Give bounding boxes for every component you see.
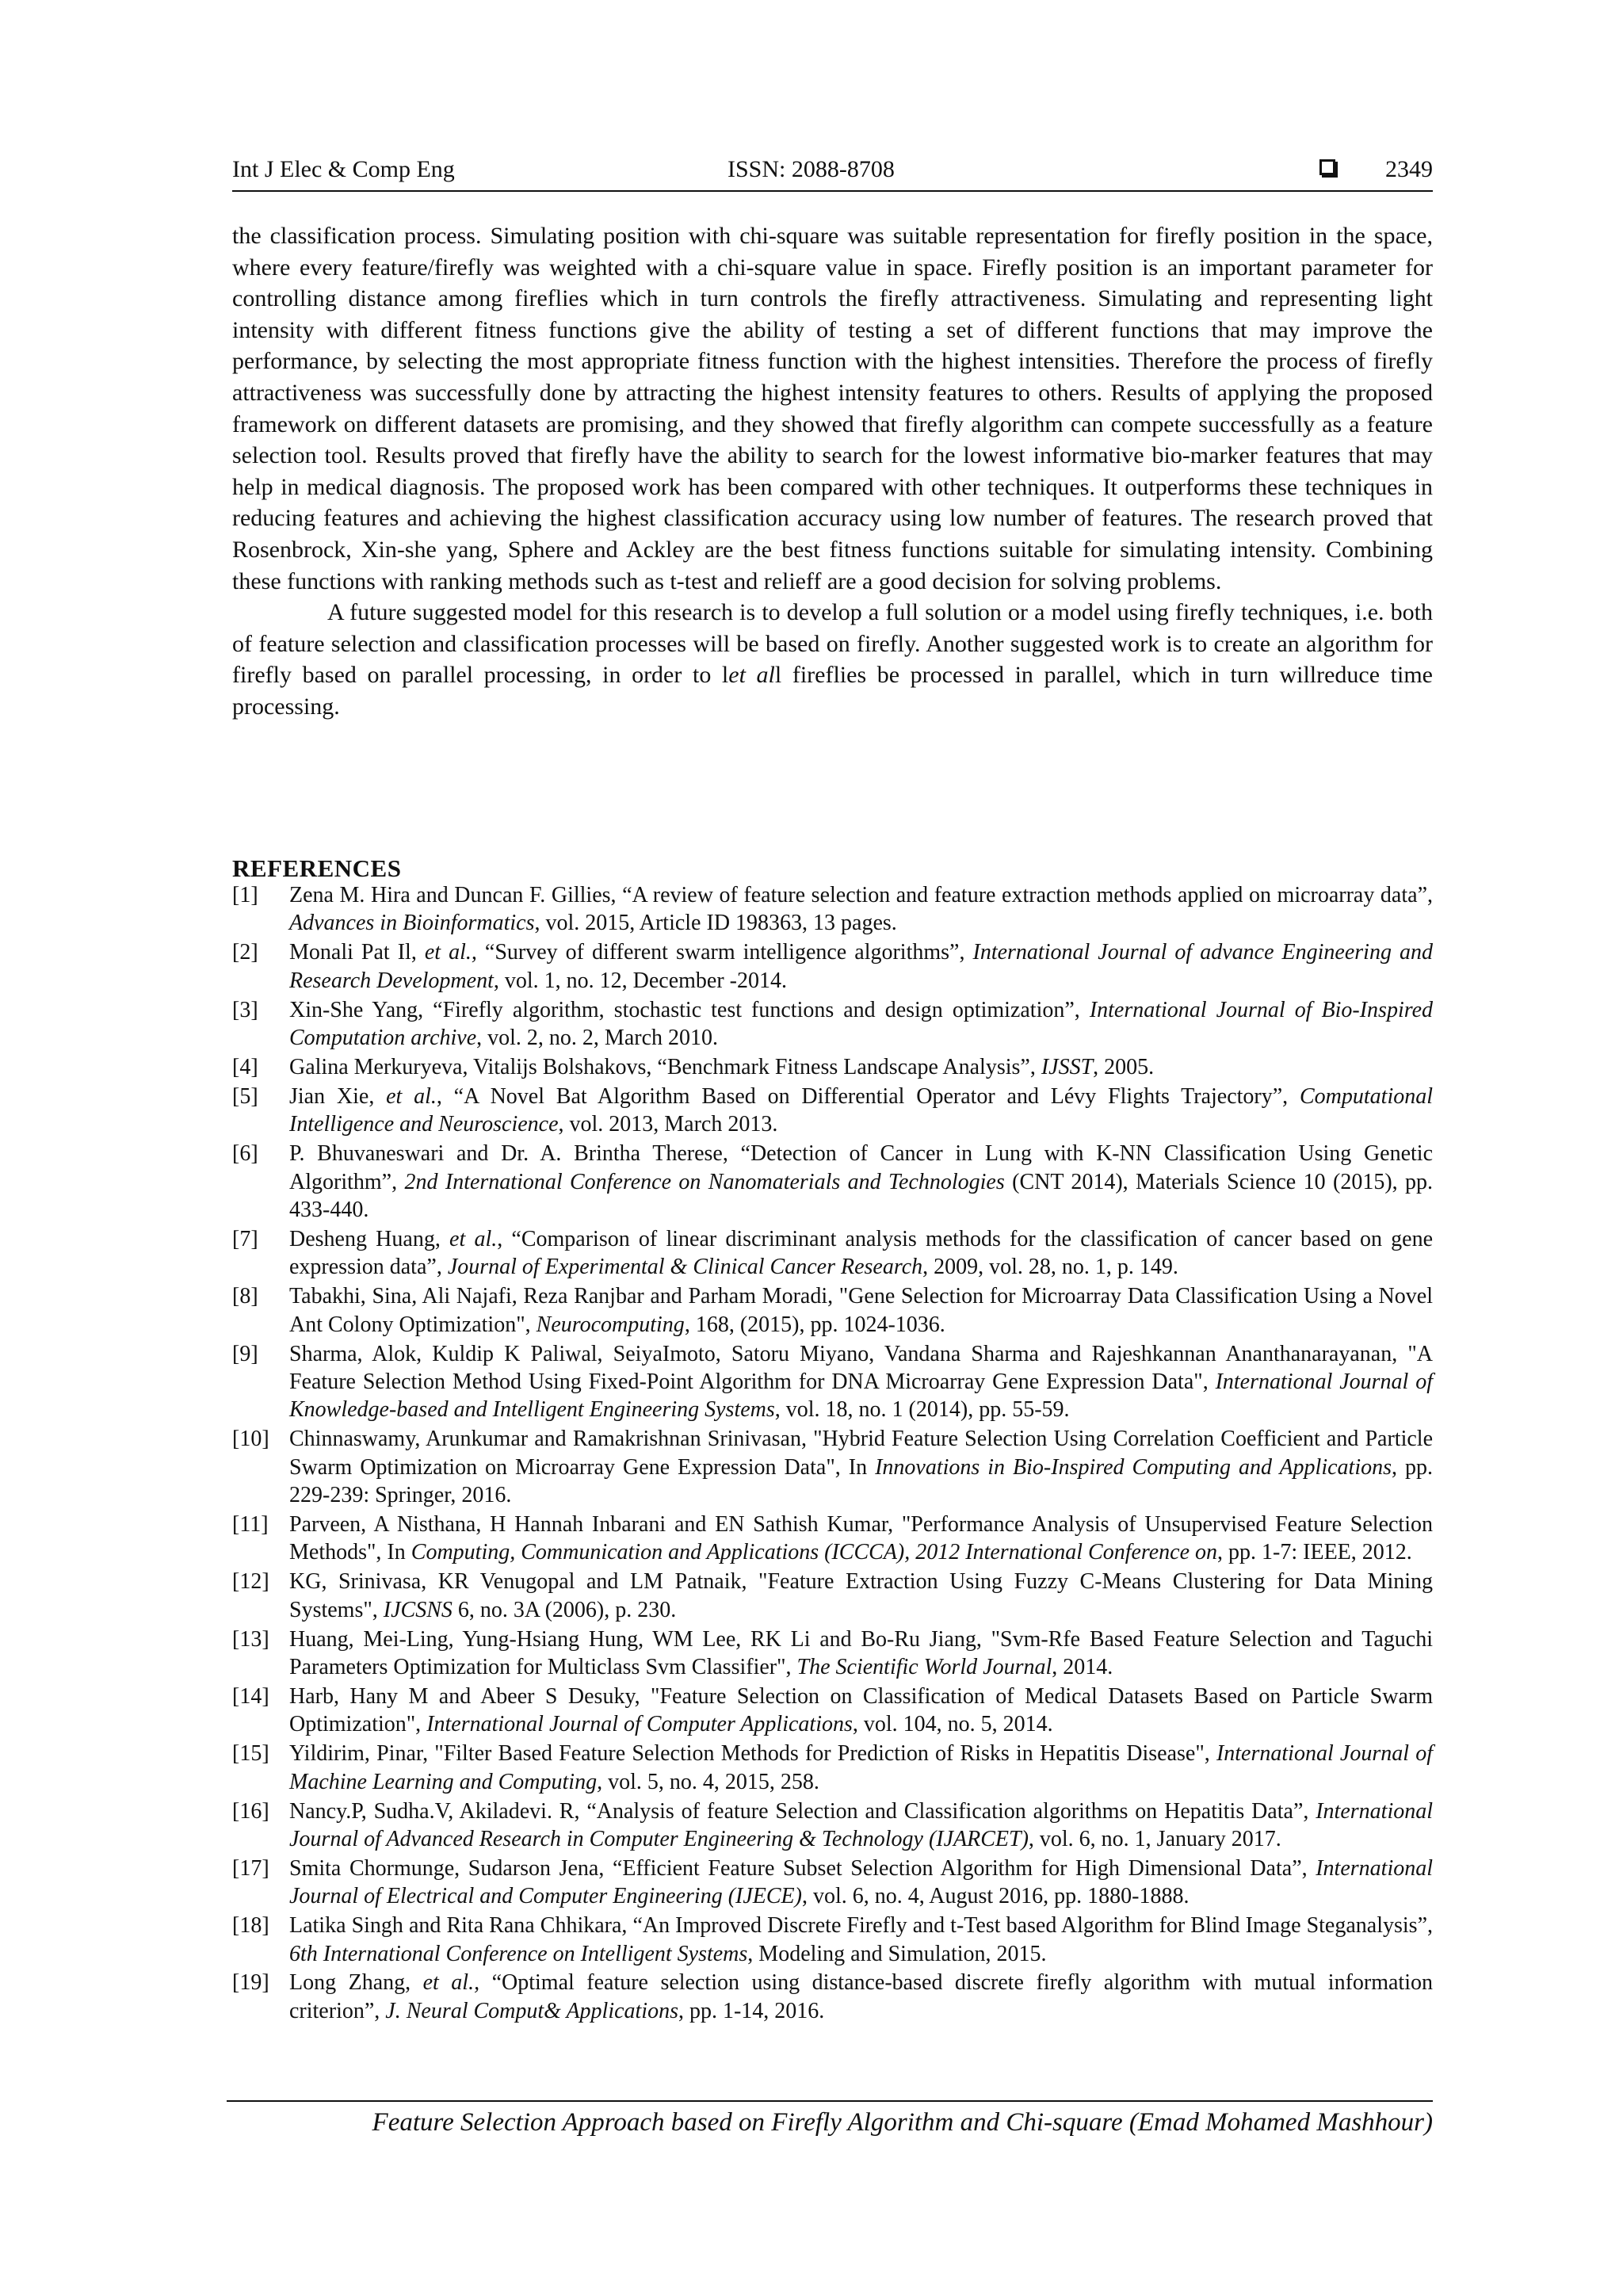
running-header: [232, 152, 1433, 187]
reference-text-b: , 2005.: [1093, 1054, 1155, 1079]
paragraph-2-text-a: A future suggested model for this research is to develop a full solution or a model using firefly techniques, i.e. both of feature selection and classification processes will be based on firefly. Another suggested work is to create an algorithm for firefly based on parallel processing, in order to l: [232, 599, 1433, 689]
reference-text-a: Long Zhang,: [289, 1970, 423, 1996]
reference-italic: IJCSNS: [383, 1597, 453, 1622]
reference-text-a: Chinnaswamy, Arunkumar and Ramakrishnan Srinivasan, "Hybrid Feature Selection Using Correlation Coefficient and Particle Swarm Optimization on Microarray Gene Expression Data", In: [289, 1427, 1433, 1480]
reference-italic: et al.: [386, 1083, 437, 1109]
reference-text-a: Zena M. Hira and Duncan F. Gillies, “A review of feature selection and feature extraction methods applied on microarray data”,: [289, 883, 1433, 907]
reference-item: [232, 1340, 1433, 1424]
reference-text-a: Parveen, A Nisthana, H Hannah Inbarani and EN Sathish Kumar, "Performance Analysis of Unsupervised Feature Selection Methods", In: [289, 1511, 1433, 1565]
reference-number: [11]: [232, 1511, 269, 1537]
reference-text-c: , pp. 1-14, 2016.: [678, 1998, 825, 2023]
reference-number: [8]: [232, 1284, 258, 1309]
reference-italic: Computing, Communication and Applications (ICCCA), 2012 International Conference on: [411, 1540, 1218, 1565]
reference-italic: 6th International Conference on Intelligent Systems: [289, 1941, 748, 1966]
reference-text-b: , “A Novel Bat Algorithm Based on Differential Operator and Lévy Flights Trajectory”,: [436, 1083, 1300, 1109]
header-rule: [232, 190, 1433, 192]
reference-item: [232, 1140, 1433, 1224]
reference-text-c: , vol. 1, no. 12, December -2014.: [493, 968, 787, 993]
reference-item: [232, 1282, 1433, 1339]
reference-item: [232, 1225, 1433, 1282]
reference-text-b: , vol. 6, no. 1, January 2017.: [1028, 1826, 1281, 1851]
reference-text-a: KG, Srinivasa, KR Venugopal and LM Patnaik, "Feature Extraction Using Fuzzy C-Means Clustering for Data Mining Systems",: [289, 1569, 1433, 1622]
reference-text-b: “Optimal feature selection using distance-based discrete firefly algorithm with mutual information criterion”,: [289, 1970, 1433, 2023]
running-footer: Feature Selection Approach based on Firefly Algorithm and Chi-square (Emad Mohamed Mashhour): [372, 2108, 1433, 2137]
reference-item: [232, 1568, 1433, 1624]
footer-rule: [227, 2100, 1433, 2102]
reference-text-b: , 168, (2015), pp. 1024-1036.: [684, 1312, 945, 1337]
reference-text-b: , vol. 18, no. 1 (2014), pp. 55-59.: [774, 1397, 1070, 1423]
reference-text-a: Harb, Hany M and Abeer S Desuky, "Feature Selection on Classification of Medical Datasets Based on Particle Swarm Optimization",: [289, 1683, 1433, 1737]
reference-item: [232, 1083, 1433, 1139]
reference-item: [232, 1912, 1433, 1968]
reference-number: [1]: [232, 883, 258, 907]
reference-number: [19]: [232, 1970, 269, 1996]
reference-italic: 2nd International Conference on Nanomaterials and Technologies: [404, 1169, 1005, 1194]
reference-item: [232, 1740, 1433, 1796]
paragraph-2-text-b: l fireflies be processed in parallel, which in turn willreduce time processing.: [232, 662, 1433, 720]
body-text: [232, 220, 1433, 723]
reference-item: [232, 881, 1433, 938]
reference-text-a: Huang, Mei-Ling, Yung-Hsiang Hung, WM Lee, RK Li and Bo-Ru Jiang, "Svm-Rfe Based Feature Selection and Taguchi Parameters Optimization for Multiclass Svm Classifier",: [289, 1626, 1433, 1679]
reference-text-a: Jian Xie,: [289, 1083, 387, 1109]
reference-text-b: (CNT 2014), Materials Science 10 (2015), pp. 433-440.: [289, 1169, 1434, 1222]
reference-italic: International Journal of Advanced Research in Computer Engineering & Technology (IJARCET): [289, 1798, 1433, 1851]
reference-item: [232, 1797, 1433, 1854]
reference-item: [232, 1855, 1433, 1911]
reference-text-a: Sharma, Alok, Kuldip K Paliwal, SeiyaImoto, Satoru Miyano, Vandana Sharma and Rajeshkannan Ananthanarayanan, "A Feature Selection Method Using Fixed-Point Algorithm for DNA Microarray Gene Expression Data",: [289, 1341, 1433, 1394]
reference-text-b: , 2014.: [1052, 1654, 1113, 1679]
reference-item: [232, 938, 1433, 995]
issn: ISSN: 2088-8708: [727, 156, 895, 182]
reference-text-a: Xin-She Yang, “Firefly algorithm, stochastic test functions and design optimization”,: [289, 997, 1090, 1022]
reference-italic: International Journal of Bio-Inspired Computation archive: [289, 997, 1434, 1051]
reference-text-a: Smita Chormunge, Sudarson Jena, “Efficient Feature Subset Selection Algorithm for High Dimensional Data”,: [289, 1855, 1316, 1881]
reference-text-a: Galina Merkuryeva, Vitalijs Bolshakovs, “Benchmark Fitness Landscape Analysis”,: [289, 1054, 1041, 1079]
reference-italic-2: Computational Intelligence and Neuroscience: [289, 1083, 1433, 1137]
reference-item: [232, 1425, 1433, 1509]
reference-italic: et al.,: [422, 1970, 480, 1996]
reference-text-b: , Modeling and Simulation, 2015.: [747, 1941, 1047, 1966]
reference-text-b: , pp. 229-239: Springer, 2016.: [289, 1454, 1433, 1508]
reference-number: [12]: [232, 1569, 269, 1595]
reference-italic: International Journal of Machine Learning and Computing,: [289, 1741, 1433, 1794]
page-number: 2349: [1385, 156, 1433, 182]
reference-text-b: , vol. 6, no. 4, August 2016, pp. 1880-1888.: [801, 1884, 1190, 1909]
reference-item: [232, 1969, 1433, 2025]
reference-number: [14]: [232, 1683, 269, 1709]
reference-text-a: Nancy.P, Sudha.V, Akiladevi. R, “Analysis of feature Selection and Classification algorithms on Hepatitis Data”,: [289, 1798, 1316, 1824]
reference-italic: Advances in Bioinformatics: [289, 911, 535, 936]
reference-text-b: 6, no. 3A (2006), p. 230.: [452, 1597, 677, 1622]
reference-item: [232, 1511, 1433, 1567]
reference-number: [17]: [232, 1855, 269, 1881]
reference-text-b: , vol. 2015, Article ID 198363, 13 pages.: [534, 911, 897, 936]
reference-item: [232, 1626, 1433, 1682]
reference-number: [5]: [232, 1083, 258, 1109]
journal-name: Int J Elec & Comp Eng: [232, 156, 455, 182]
reference-italic-2: J. Neural Comput& Applications: [385, 1998, 678, 2023]
reference-text-c: , 2009, vol. 28, no. 1, p. 149.: [922, 1255, 1178, 1280]
reference-text-a: P. Bhuvaneswari and Dr. A. Brintha Therese, “Detection of Cancer in Lung with K-NN Classification Using Genetic Algorithm”,: [289, 1141, 1433, 1194]
reference-italic-2: International Journal of advance Engineering and Research Development: [289, 940, 1433, 993]
reference-text-a: Monali Pat Il,: [289, 940, 425, 965]
reference-text-a: Tabakhi, Sina, Ali Najafi, Reza Ranjbar and Parham Moradi, "Gene Selection for Microarray Data Classification Using a Novel Ant Colony Optimization",: [289, 1284, 1433, 1337]
reference-number: [2]: [232, 940, 258, 965]
references-list: [232, 881, 1433, 2027]
reference-item: [232, 1053, 1433, 1081]
reference-italic: et al.: [449, 1226, 498, 1251]
reference-number: [3]: [232, 997, 258, 1022]
reference-italic: International Journal of Electrical and Computer Engineering (IJECE): [289, 1855, 1433, 1909]
reference-number: [13]: [232, 1626, 269, 1652]
reference-number: [10]: [232, 1427, 269, 1452]
reference-italic: The Scientific World Journal: [796, 1654, 1052, 1679]
reference-text-b: , vol. 104, no. 5, 2014.: [852, 1712, 1053, 1737]
reference-number: [16]: [232, 1798, 269, 1824]
reference-text-b: vol. 5, no. 4, 2015, 258.: [602, 1769, 819, 1794]
reference-italic: International Journal of Knowledge-based and Intelligent Engineering Systems: [289, 1369, 1433, 1423]
paragraph-1: the classification process. Simulating position with chi-square was suitable representation for firefly position in the space, where every feature/firefly was weighted with a chi-square value in space. Firefly position is an important parameter for controlling distance among fireflies which in turn controls the firefly attractiveness. Simulating and representing light intensity with different fitness functions give the ability of testing a set of different functions that may improve the performance, by selecting the most appropriate fitness function with the highest intensities. Therefore the process of firefly attractiveness was successfully done by attracting the highest intensity features to others. Results of applying the proposed framework on different datasets are promising, and they showed that firefly algorithm can compete successfully as a feature selection tool. Results proved that firefly have the ability to search for the lowest informative bio-marker features that may help in medical diagnosis. The proposed work has been compared with other techniques. It outperforms these techniques in reducing features and achieving the highest classification accuracy using low number of features. The research proved that Rosenbrock, Xin-she yang, Sphere and Ackley are the best fitness functions suitable for simulating intensity. Combining these functions with ranking methods such as t-test and relieff are a good decision for solving problems.: [232, 223, 1433, 594]
reference-text-a: Yildirim, Pinar, "Filter Based Feature Selection Methods for Prediction of Risks in Hepatitis Disease",: [289, 1741, 1216, 1767]
reference-italic: Neurocomputing: [536, 1312, 685, 1337]
reference-item: [232, 1683, 1433, 1739]
reference-number: [7]: [232, 1226, 258, 1251]
reference-number: [18]: [232, 1913, 269, 1939]
reference-italic: Innovations in Bio-Inspired Computing and Applications: [875, 1454, 1392, 1480]
reference-number: [4]: [232, 1054, 258, 1079]
square-bullet-icon: [1319, 159, 1335, 175]
reference-text-b: “Survey of different swarm intelligence algorithms”,: [476, 940, 973, 965]
reference-text-a: Latika Singh and Rita Rana Chhikara, “An Improved Discrete Firefly and t-Test based Algorithm for Blind Image Steganalysis”,: [289, 1913, 1433, 1939]
reference-item: [232, 996, 1433, 1052]
reference-italic: et al.,: [424, 940, 477, 965]
reference-number: [15]: [232, 1741, 269, 1767]
reference-text-b: , vol. 2, no. 2, March 2010.: [476, 1026, 719, 1051]
reference-text-c: , vol. 2013, March 2013.: [558, 1112, 778, 1137]
reference-italic: International Journal of Computer Applications: [426, 1712, 853, 1737]
references-heading: REFERENCES: [232, 854, 402, 882]
reference-italic: IJSST: [1041, 1054, 1094, 1079]
reference-text-b: , “Comparison of linear discriminant analysis methods for the classification of cancer based on gene expression data”,: [289, 1226, 1433, 1280]
reference-text-b: , pp. 1-7: IEEE, 2012.: [1217, 1540, 1412, 1565]
paragraph-2-italic: et al: [728, 662, 775, 689]
reference-number: [6]: [232, 1141, 258, 1167]
reference-number: [9]: [232, 1341, 258, 1366]
reference-italic-2: Journal of Experimental & Clinical Cancer Research: [447, 1255, 923, 1280]
paragraph-2: [232, 597, 1433, 722]
reference-text-a: Desheng Huang,: [289, 1226, 450, 1251]
